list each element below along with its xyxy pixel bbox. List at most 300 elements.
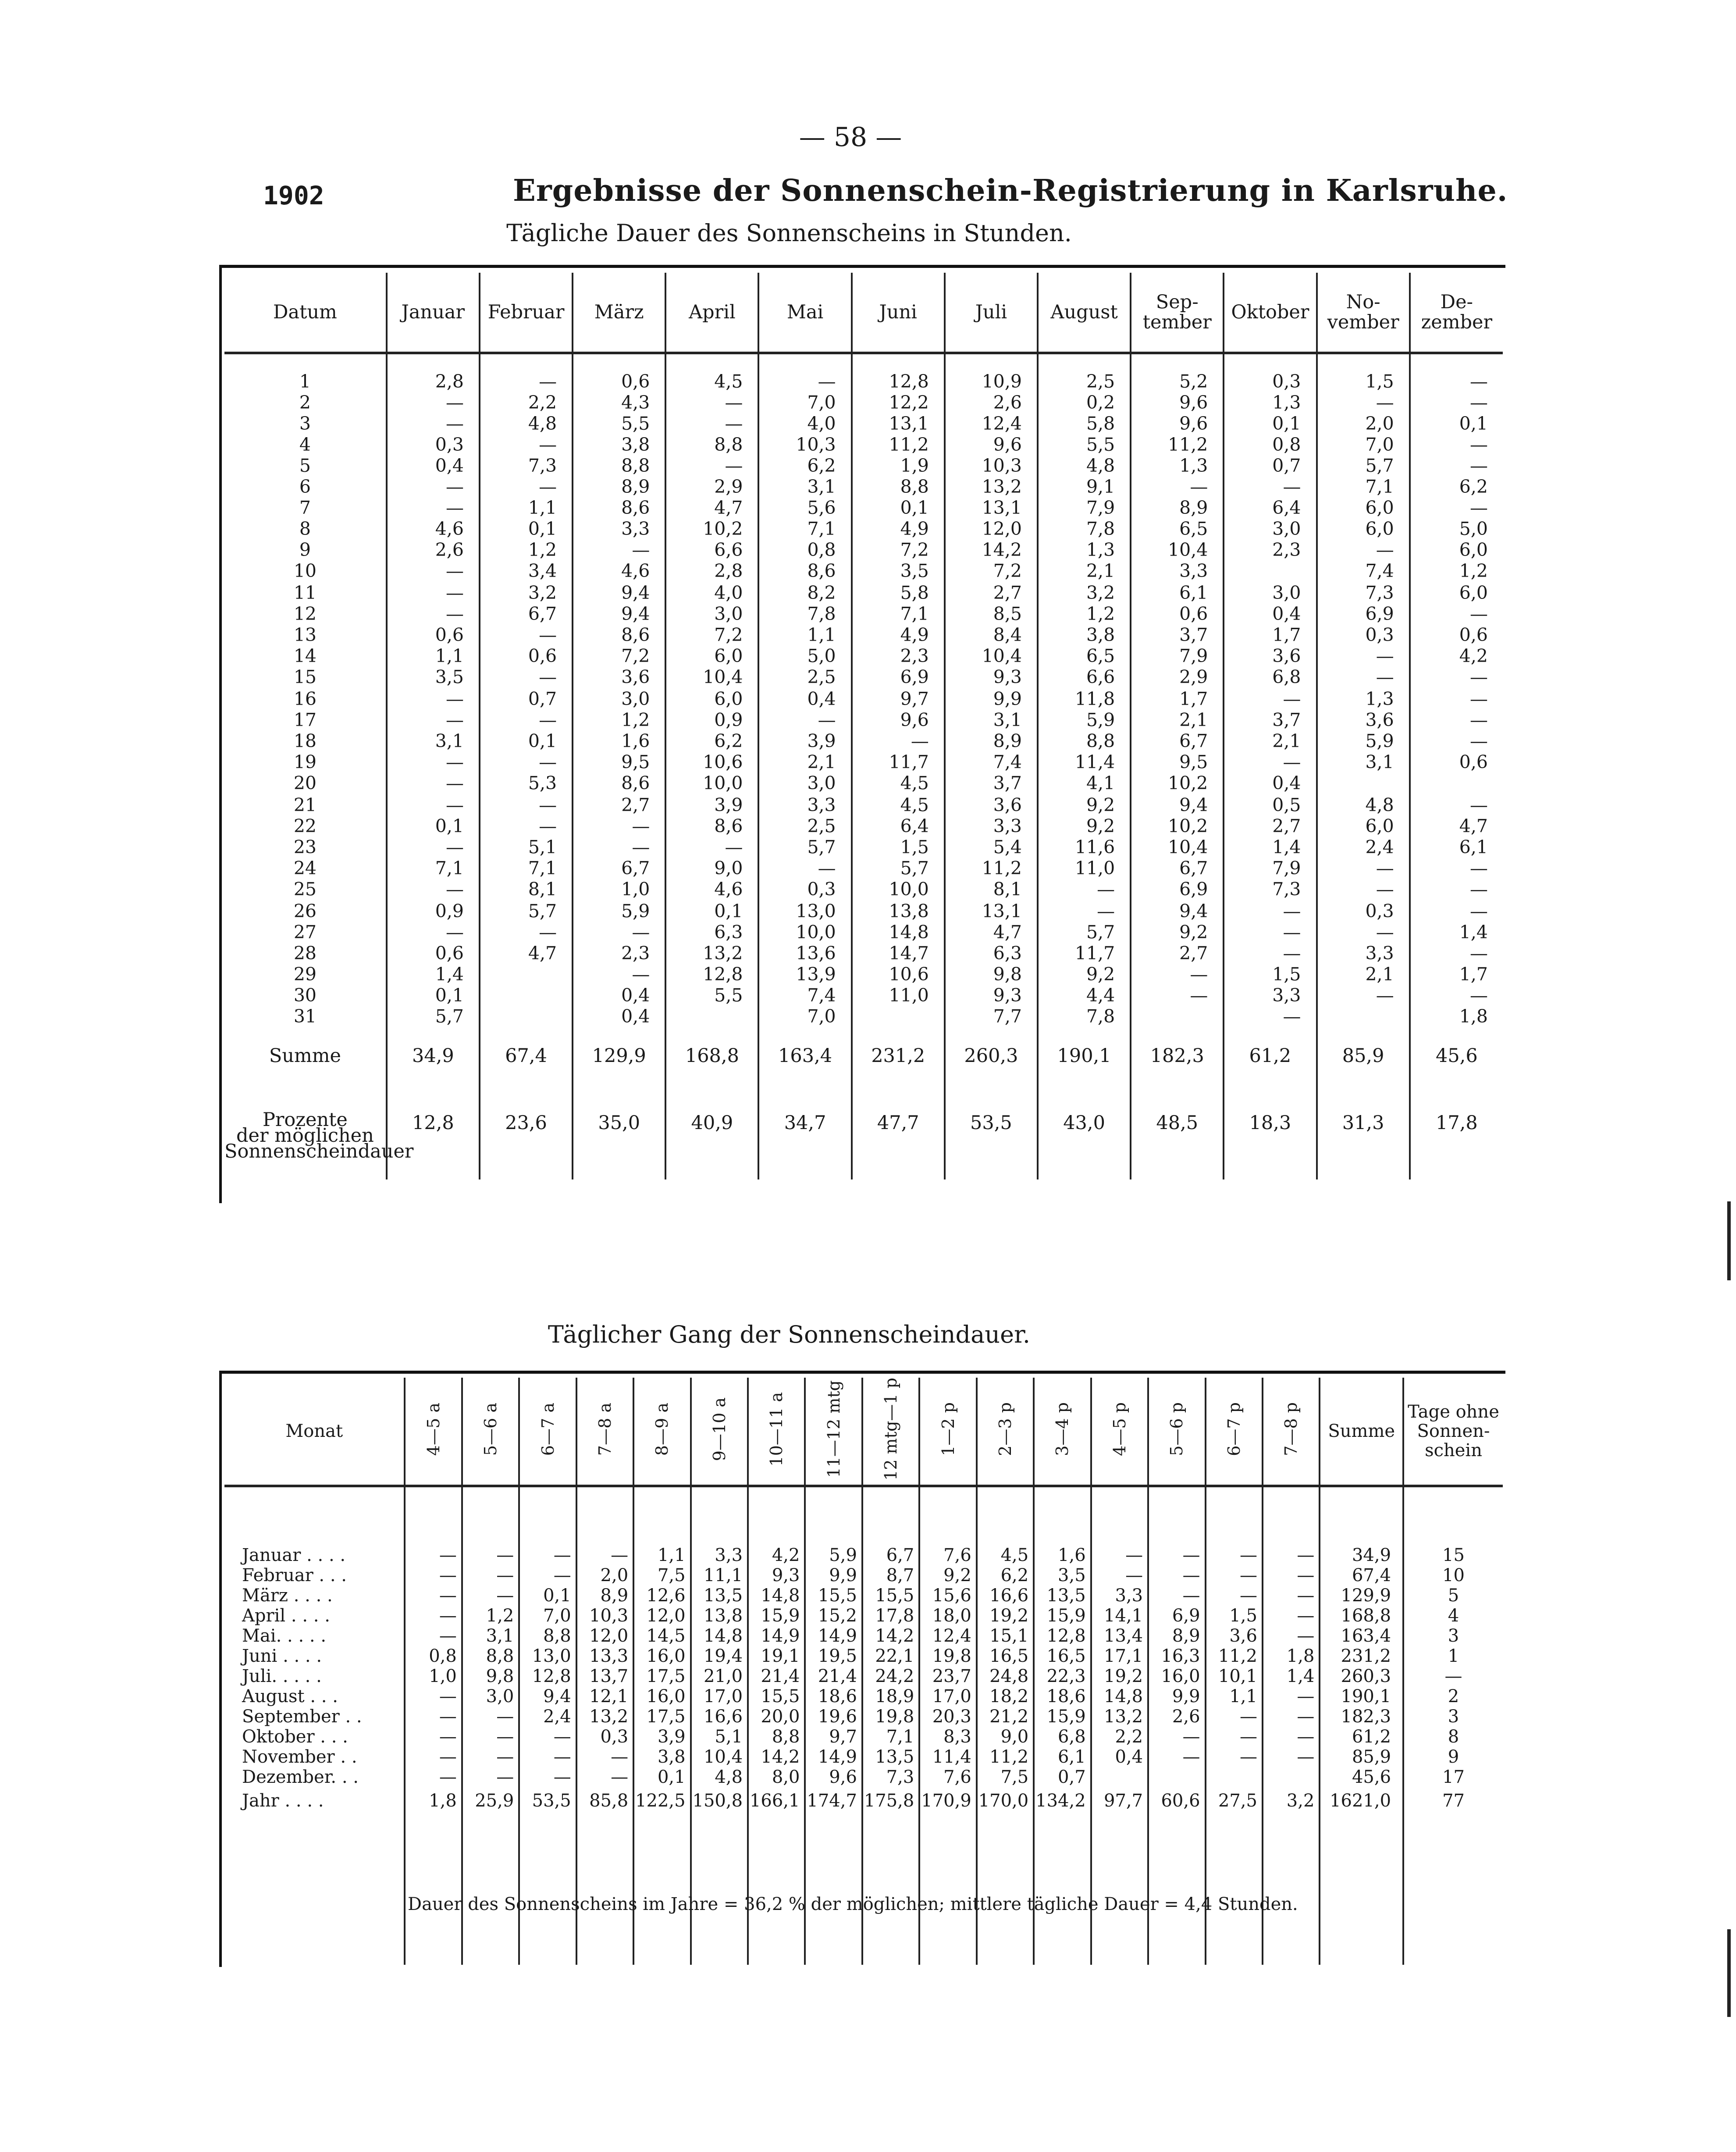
- hourly-sunshine: 2,4: [543, 1706, 571, 1727]
- sunshine-hours: 2,5: [807, 816, 836, 837]
- sunshine-hours: —: [539, 624, 557, 645]
- hourly-sunshine: —: [553, 1726, 571, 1747]
- sunshine-hours: 14,7: [889, 943, 929, 964]
- days-without-sun: 10: [1442, 1565, 1465, 1585]
- day-number: 23: [293, 837, 317, 858]
- scan-edge-mark: [1727, 1201, 1731, 1280]
- hourly-year-total: 134,2: [1035, 1790, 1086, 1811]
- sunshine-hours: [666, 1006, 743, 1027]
- hourly-sunshine: 14,5: [646, 1625, 686, 1646]
- hourly-sunshine: 12,4: [932, 1625, 971, 1646]
- monthly-sum: 67,4: [1352, 1565, 1391, 1585]
- day-number: 9: [299, 539, 311, 560]
- sunshine-hours: 7,3: [528, 455, 557, 476]
- day-number: 5: [299, 455, 311, 476]
- hourly-sunshine: 11,2: [1218, 1646, 1257, 1666]
- hourly-sunshine: 3,6: [1229, 1625, 1257, 1646]
- sunshine-hours: 4,0: [714, 582, 743, 603]
- sunshine-hours: 14,8: [889, 922, 929, 943]
- sunshine-hours: 2,7: [1179, 943, 1208, 964]
- hourly-year-total: 174,7: [807, 1790, 857, 1811]
- hourly-sunshine: 8,8: [486, 1646, 514, 1666]
- sunshine-hours: [1224, 560, 1301, 581]
- sunshine-hours: 1,1: [435, 645, 464, 666]
- day-number: 22: [293, 816, 317, 837]
- sunshine-hours: 1,6: [621, 730, 650, 752]
- hourly-sunshine: 12,1: [589, 1686, 629, 1707]
- sunshine-hours-cell: [758, 901, 851, 1032]
- sunshine-hours: 6,0: [714, 688, 743, 709]
- hourly-sunshine: 14,9: [761, 1625, 800, 1646]
- sunshine-hours: 13,6: [796, 943, 836, 964]
- sum-header: Summe: [1320, 1378, 1403, 1486]
- page-title: Ergebnisse der Sonnenschein-Registrierung in Karlsruhe.: [513, 173, 1508, 208]
- day-number-cell: [224, 476, 387, 582]
- sunshine-hours-cell: [480, 582, 573, 688]
- monthly-sum: 163,4: [758, 1032, 851, 1102]
- sunshine-hours-cell: [1317, 476, 1410, 582]
- days-without-sun: —: [1444, 1666, 1462, 1686]
- date-header: Datum: [224, 273, 387, 353]
- sunshine-hours-cell: [480, 476, 573, 582]
- hourly-sunshine: 8,3: [943, 1726, 971, 1747]
- sunshine-hours: 0,1: [714, 901, 743, 922]
- sunshine-hours: —: [1470, 943, 1488, 964]
- hourly-sunshine: —: [1125, 1545, 1143, 1565]
- empty-cell: [1403, 1842, 1503, 1965]
- sunshine-hours: 9,6: [1179, 413, 1208, 434]
- monthly-percent: 34,7: [758, 1102, 851, 1179]
- day-number: 12: [293, 603, 317, 624]
- sunshine-hours: 11,0: [1074, 858, 1115, 879]
- sunshine-hours: 7,9: [1179, 645, 1208, 666]
- sunshine-hours: 6,6: [714, 539, 743, 560]
- sunshine-hours: 1,5: [900, 837, 929, 858]
- table2-top-rule: [219, 1371, 1505, 1374]
- hourly-sunshine: 13,2: [1104, 1706, 1143, 1727]
- hourly-sunshine: —: [553, 1767, 571, 1787]
- hourly-sunshine: —: [1297, 1706, 1315, 1727]
- sunshine-hours: 6,9: [1365, 603, 1394, 624]
- sunshine-hours: —: [1470, 688, 1488, 709]
- hourly-sunshine: 1,5: [1229, 1605, 1257, 1626]
- sunshine-hours: 2,9: [714, 476, 743, 497]
- day-number: 7: [299, 497, 311, 518]
- sunshine-hours: 6,1: [1179, 582, 1208, 603]
- sunshine-hours: 9,4: [1179, 795, 1208, 816]
- sunshine-hours: 0,6: [1459, 624, 1488, 645]
- day-number-cell: [224, 582, 387, 688]
- hourly-sunshine: 15,9: [761, 1605, 800, 1626]
- sunshine-hours: 10,0: [796, 922, 836, 943]
- sunshine-hours: 7,1: [807, 518, 836, 539]
- sunshine-hours: 4,6: [435, 518, 464, 539]
- sunshine-hours: 7,7: [993, 1006, 1022, 1027]
- hourly-sunshine: 8,9: [1172, 1625, 1200, 1646]
- sunshine-hours-cell: [1317, 795, 1410, 901]
- hour-interval-header: [1091, 1378, 1148, 1486]
- sunshine-hours: —: [1470, 392, 1488, 413]
- hourly-sunshine: 9,3: [772, 1565, 800, 1585]
- sunshine-hours: —: [632, 922, 650, 943]
- hourly-sunshine: 4,8: [715, 1767, 743, 1787]
- sunshine-hours-cell: [1131, 901, 1224, 1032]
- hourly-sunshine: 4,5: [1000, 1545, 1029, 1565]
- month-header: Juni: [852, 273, 945, 353]
- sunshine-hours: 3,5: [435, 666, 464, 688]
- sunshine-hours: 10,4: [982, 645, 1022, 666]
- sunshine-hours: 1,2: [528, 539, 557, 560]
- sunshine-hours: 0,1: [1272, 413, 1301, 434]
- sunshine-hours: 3,0: [807, 773, 836, 794]
- sunshine-hours: 5,5: [714, 985, 743, 1006]
- hourly-sunshine: 15,2: [818, 1605, 857, 1626]
- hourly-sunshine: 19,4: [703, 1646, 743, 1666]
- sunshine-hours: 7,4: [807, 985, 836, 1006]
- sunshine-hours-cell: [1317, 688, 1410, 795]
- sunshine-hours: 3,1: [993, 709, 1022, 730]
- sunshine-hours: 6,7: [1179, 858, 1208, 879]
- sunshine-hours-cell: [665, 688, 758, 795]
- sunshine-hours: —: [445, 603, 464, 624]
- sunshine-hours: 6,4: [900, 816, 929, 837]
- sunshine-hours: 4,8: [1086, 455, 1115, 476]
- sunshine-hours: 8,6: [807, 560, 836, 581]
- hourly-sunshine: 7,1: [886, 1726, 914, 1747]
- sunshine-hours: 0,4: [435, 455, 464, 476]
- hourly-sunshine: 7,5: [657, 1565, 686, 1585]
- sunshine-hours: 6,4: [1272, 497, 1301, 518]
- sunshine-hours: —: [1470, 497, 1488, 518]
- sunshine-hours: 0,3: [1365, 624, 1394, 645]
- monthly-sum: 260,3: [945, 1032, 1038, 1102]
- sunshine-hours: —: [1470, 434, 1488, 455]
- hourly-sunshine: 7,3: [886, 1767, 914, 1787]
- hourly-sunshine: 13,5: [875, 1746, 914, 1767]
- hourly-sunshine: 17,5: [646, 1666, 686, 1686]
- sunshine-hours: 11,4: [1074, 752, 1115, 773]
- hour-interval-header: [1034, 1378, 1091, 1486]
- hourly-sunshine: 7,0: [543, 1605, 571, 1626]
- sunshine-hours: 3,2: [528, 582, 557, 603]
- sunshine-hours: —: [1376, 666, 1394, 688]
- sunshine-hours: 6,0: [1365, 497, 1394, 518]
- sunshine-hours: 7,8: [1086, 518, 1115, 539]
- sunshine-hours: 8,8: [1086, 730, 1115, 752]
- sunshine-hours: [853, 1006, 929, 1027]
- hourly-sunshine: 1,0: [429, 1666, 457, 1686]
- hourly-sunshine: 5,1: [715, 1726, 743, 1747]
- days-without-sun: 8: [1448, 1726, 1459, 1747]
- hourly-sunshine: 14,9: [818, 1746, 857, 1767]
- hourly-sunshine: 12,0: [646, 1605, 686, 1626]
- sunshine-hours: 4,6: [621, 560, 650, 581]
- sunshine-hours-cell: [480, 353, 573, 476]
- sunshine-hours: 4,5: [900, 795, 929, 816]
- sunshine-hours: 3,0: [1272, 582, 1301, 603]
- hour-interval-header: [805, 1378, 862, 1486]
- sunshine-hours: 9,5: [1179, 752, 1208, 773]
- month-header: Mai: [758, 273, 851, 353]
- monthly-sum: 61,2: [1224, 1032, 1316, 1102]
- hourly-sunshine: 2,0: [600, 1565, 629, 1585]
- sunshine-hours: 11,2: [889, 434, 929, 455]
- hourly-sunshine: 20,0: [761, 1706, 800, 1727]
- days-without-sun: 5: [1448, 1585, 1459, 1606]
- sunshine-hours: —: [632, 964, 650, 985]
- sunshine-hours: 3,8: [621, 434, 650, 455]
- sunshine-hours: —: [445, 709, 464, 730]
- hourly-sunshine: —: [439, 1605, 457, 1626]
- sunshine-hours: 1,4: [1459, 922, 1488, 943]
- hour-interval-header: [1148, 1378, 1205, 1486]
- hourly-sunshine: 16,6: [703, 1706, 743, 1727]
- sunshine-hours: 0,8: [807, 539, 836, 560]
- sunshine-hours-cell: [758, 353, 851, 476]
- sunshine-hours: 3,9: [807, 730, 836, 752]
- sunshine-hours: 0,3: [807, 879, 836, 900]
- sunshine-hours: 2,3: [1272, 539, 1301, 560]
- hourly-sunshine: 15,9: [1046, 1706, 1086, 1727]
- sunshine-hours: 6,7: [621, 858, 650, 879]
- table1-top-rule: [219, 265, 1505, 268]
- hourly-sunshine: —: [1182, 1726, 1200, 1747]
- monthly-percent: 47,7: [852, 1102, 945, 1179]
- sunshine-hours: —: [539, 371, 557, 392]
- hourly-sunshine: 8,7: [886, 1565, 914, 1585]
- sunshine-hours: 3,3: [1365, 943, 1394, 964]
- sunshine-hours: 7,0: [1365, 434, 1394, 455]
- hourly-sunshine: 2,2: [1115, 1726, 1143, 1747]
- sunshine-hours-cell: [1224, 901, 1316, 1032]
- hourly-sunshine: —: [439, 1625, 457, 1646]
- day-number: 29: [293, 964, 317, 985]
- hourly-sunshine: 15,9: [1046, 1605, 1086, 1626]
- hourly-year-total: 3,2: [1286, 1790, 1315, 1811]
- sunshine-hours: [480, 1006, 557, 1027]
- sunshine-hours: 7,1: [435, 858, 464, 879]
- sunshine-hours: 3,6: [1365, 709, 1394, 730]
- hourly-sunshine: 17,8: [875, 1605, 914, 1626]
- sunshine-hours: —: [445, 582, 464, 603]
- sunshine-hours: 9,0: [714, 858, 743, 879]
- monthly-percent: 48,5: [1131, 1102, 1224, 1179]
- monthly-sum: 61,2: [1352, 1726, 1391, 1747]
- days-without-sun: 4: [1448, 1605, 1459, 1626]
- hourly-sunshine: —: [496, 1767, 514, 1787]
- sunshine-hours: 4,2: [1459, 645, 1488, 666]
- sunshine-hours: 8,9: [621, 476, 650, 497]
- sunshine-hours: 0,4: [621, 985, 650, 1006]
- sunshine-hours: 6,0: [1365, 518, 1394, 539]
- day-number: 28: [293, 943, 317, 964]
- day-number-cell: [224, 795, 387, 901]
- month-header: De- zember: [1410, 273, 1503, 353]
- hourly-sunshine: 3,1: [486, 1625, 514, 1646]
- sunshine-hours: 6,5: [1086, 645, 1115, 666]
- sunshine-hours: —: [725, 837, 743, 858]
- hourly-sunshine: 3,3: [715, 1545, 743, 1565]
- sunshine-hours: 1,1: [528, 497, 557, 518]
- hourly-sunshine: 19,8: [875, 1706, 914, 1727]
- sunshine-hours: 9,7: [900, 688, 929, 709]
- sunshine-hours: 12,8: [703, 964, 743, 985]
- sunshine-hours-cell: [852, 795, 945, 901]
- sunshine-hours: 0,4: [1272, 773, 1301, 794]
- hourly-sunshine: 9,6: [829, 1767, 857, 1787]
- sunshine-hours: —: [1470, 730, 1488, 752]
- hourly-sunshine: —: [439, 1767, 457, 1787]
- hourly-sunshine-cell: [462, 1486, 519, 1842]
- sunshine-hours: 9,5: [621, 752, 650, 773]
- hourly-sunshine: —: [611, 1746, 629, 1767]
- day-number: 6: [299, 476, 311, 497]
- sunshine-hours: 9,2: [1086, 795, 1115, 816]
- monthly-sum: 34,9: [387, 1032, 480, 1102]
- hourly-sunshine: 18,6: [1046, 1686, 1086, 1707]
- sunshine-hours: —: [725, 392, 743, 413]
- hourly-sunshine: —: [1182, 1565, 1200, 1585]
- sunshine-hours: 2,9: [1179, 666, 1208, 688]
- days-without-sun: 3: [1448, 1625, 1459, 1646]
- hourly-sunshine-cell: [519, 1486, 576, 1842]
- hourly-sunshine-cell: [405, 1486, 462, 1842]
- hourly-sunshine: 20,3: [932, 1706, 971, 1727]
- hourly-sunshine: —: [1182, 1585, 1200, 1606]
- sunshine-hours: —: [1470, 858, 1488, 879]
- sunshine-hours-cell: [1038, 688, 1131, 795]
- hourly-sunshine: —: [1239, 1545, 1257, 1565]
- sunshine-hours-cell: [945, 476, 1038, 582]
- hourly-sunshine: 15,1: [989, 1625, 1029, 1646]
- sunshine-hours: 4,5: [900, 773, 929, 794]
- hourly-sunshine: —: [1297, 1726, 1315, 1747]
- hourly-sunshine: 12,8: [532, 1666, 571, 1686]
- sunshine-hours: 0,7: [528, 688, 557, 709]
- hourly-sunshine: 18,0: [932, 1605, 971, 1626]
- hourly-sunshine: 16,5: [989, 1646, 1029, 1666]
- sunshine-hours: 14,2: [982, 539, 1022, 560]
- monthly-sum: 168,8: [1341, 1605, 1391, 1626]
- sunshine-hours: 3,8: [1086, 624, 1115, 645]
- sunshine-hours: 5,7: [435, 1006, 464, 1027]
- sunshine-hours: 1,9: [900, 455, 929, 476]
- sunshine-hours: 6,3: [993, 943, 1022, 964]
- sunshine-hours: 1,7: [1272, 624, 1301, 645]
- day-number: 20: [293, 773, 317, 794]
- hourly-sunshine: 19,8: [932, 1646, 971, 1666]
- sunshine-hours: 9,8: [993, 964, 1022, 985]
- hourly-sunshine: —: [553, 1545, 571, 1565]
- month-label: April . . . .: [242, 1605, 330, 1626]
- sunshine-hours: 12,2: [889, 392, 929, 413]
- sunshine-hours: 7,4: [1365, 560, 1394, 581]
- day-number: 10: [293, 560, 317, 581]
- sunshine-hours: 4,9: [900, 518, 929, 539]
- sunshine-hours: 5,2: [1179, 371, 1208, 392]
- hour-interval-header: [576, 1378, 633, 1486]
- hourly-sunshine: —: [1239, 1706, 1257, 1727]
- day-number: 11: [293, 582, 317, 603]
- hourly-sunshine: 10,4: [703, 1746, 743, 1767]
- hourly-sunshine: 13,5: [703, 1585, 743, 1606]
- sunshine-hours: 8,1: [528, 879, 557, 900]
- sunshine-hours: 0,4: [621, 1006, 650, 1027]
- sunshine-hours: 7,1: [528, 858, 557, 879]
- sunshine-hours-cell: [480, 688, 573, 795]
- sunshine-hours: [1411, 773, 1488, 794]
- hourly-sunshine: 21,2: [989, 1706, 1029, 1727]
- sum-label: Summe: [269, 1045, 341, 1067]
- day-number: 21: [293, 795, 317, 816]
- sunshine-hours: 13,2: [703, 943, 743, 964]
- day-number: 8: [299, 518, 311, 539]
- month-label: September . .: [242, 1706, 362, 1727]
- sunshine-hours: 3,3: [993, 816, 1022, 837]
- sunshine-hours: 13,0: [796, 901, 836, 922]
- sunshine-hours: 2,4: [1365, 837, 1394, 858]
- sunshine-hours: 6,5: [1179, 518, 1208, 539]
- sunshine-hours: 0,1: [435, 816, 464, 837]
- sunshine-hours: 1,4: [435, 964, 464, 985]
- hourly-sunshine: 21,4: [818, 1666, 857, 1686]
- sunshine-hours: 3,6: [621, 666, 650, 688]
- sunshine-hours: 0,1: [1459, 413, 1488, 434]
- sunshine-hours-cell: [665, 582, 758, 688]
- hourly-year-total: 150,8: [692, 1790, 743, 1811]
- hourly-sunshine: 13,8: [703, 1605, 743, 1626]
- monthly-sum: 85,9: [1352, 1746, 1391, 1767]
- hourly-sunshine: [1206, 1767, 1257, 1787]
- month-label: November . .: [242, 1746, 357, 1767]
- sunshine-hours: 1,1: [807, 624, 836, 645]
- year-days-without-sun: 77: [1442, 1790, 1465, 1811]
- day-number: 17: [293, 709, 317, 730]
- hourly-sunshine: 9,0: [1000, 1726, 1029, 1747]
- sunshine-hours: 8,2: [807, 582, 836, 603]
- day-number-cell: [224, 688, 387, 795]
- day-number: 27: [293, 922, 317, 943]
- sunshine-hours: 8,4: [993, 624, 1022, 645]
- hourly-sunshine: 21,4: [761, 1666, 800, 1686]
- hourly-sunshine: 15,5: [818, 1585, 857, 1606]
- sunshine-hourly-table: [224, 1378, 1503, 1965]
- sunshine-hours: —: [445, 476, 464, 497]
- sunshine-hours-cell: [1224, 688, 1316, 795]
- sunshine-hours: —: [911, 730, 929, 752]
- sunshine-hours: 0,2: [1086, 392, 1115, 413]
- monthly-percent: 31,3: [1317, 1102, 1410, 1179]
- sunshine-hours: 6,0: [1459, 539, 1488, 560]
- scan-edge-mark: [1727, 1929, 1731, 2017]
- hourly-sunshine: 16,6: [989, 1585, 1029, 1606]
- sunshine-hours: —: [445, 497, 464, 518]
- hourly-sunshine: 6,7: [886, 1545, 914, 1565]
- month-label: Dezember. . .: [242, 1767, 359, 1787]
- sunshine-hours: 11,6: [1074, 837, 1115, 858]
- hourly-sunshine-cell: [748, 1486, 805, 1842]
- hourly-sunshine: —: [553, 1565, 571, 1585]
- day-number-cell: [224, 901, 387, 1032]
- sunshine-hours-cell: [1038, 353, 1131, 476]
- sunshine-hours: 0,9: [435, 901, 464, 922]
- sunshine-hours: 7,4: [993, 752, 1022, 773]
- hourly-sunshine: —: [439, 1565, 457, 1585]
- sunshine-hours: 4,9: [900, 624, 929, 645]
- month-label: Mai. . . . .: [242, 1625, 327, 1646]
- sunshine-hours: 0,6: [435, 624, 464, 645]
- sunshine-hours: 7,0: [807, 392, 836, 413]
